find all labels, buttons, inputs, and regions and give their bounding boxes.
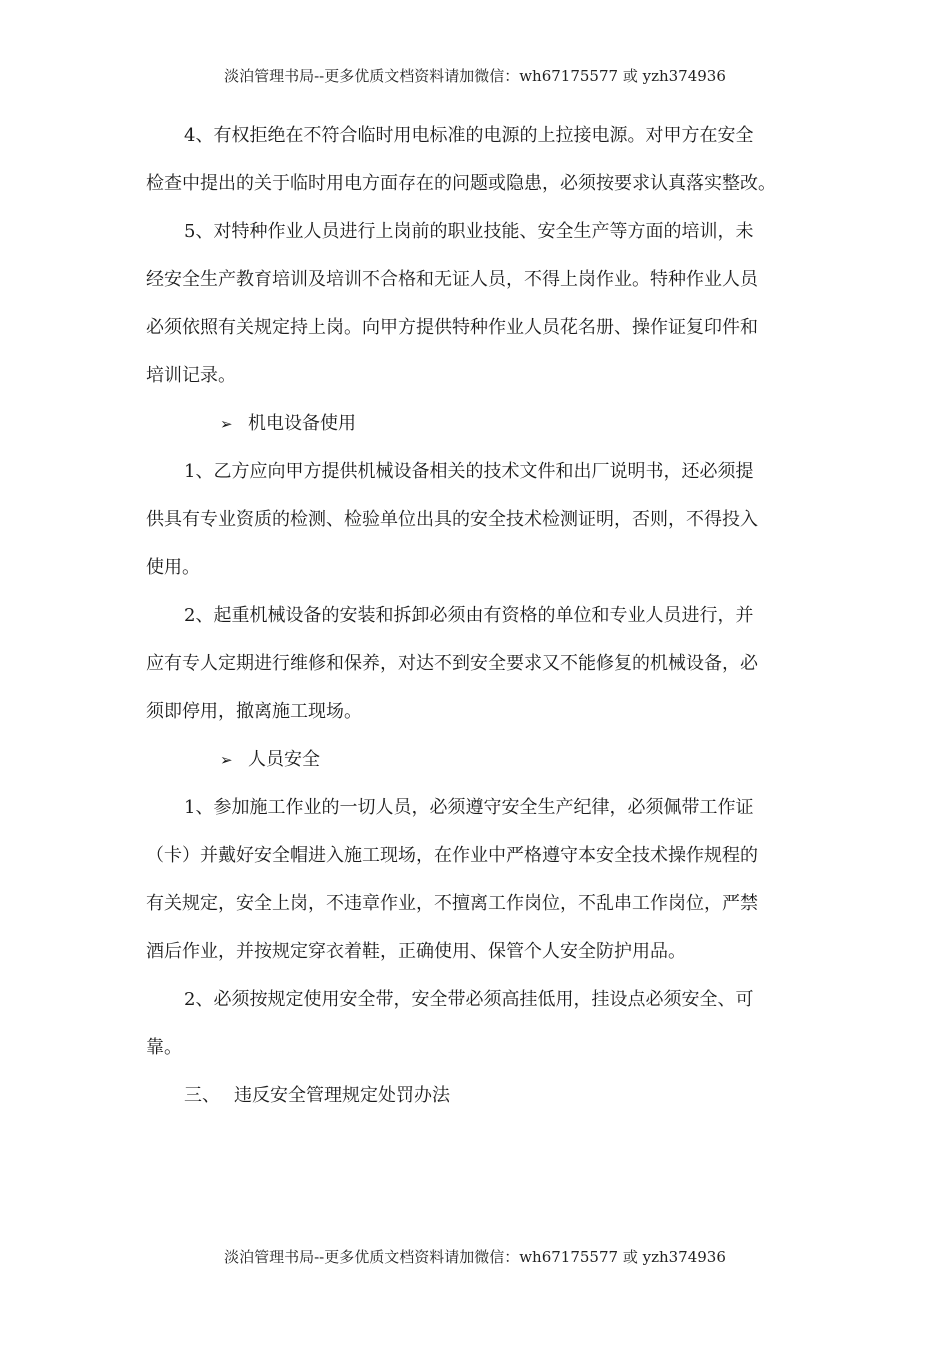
paragraph-line: 2、起重机械设备的安装和拆卸必须由有资格的单位和专业人员进行，并 — [184, 605, 754, 626]
paragraph-line: 1、参加施工作业的一切人员，必须遵守安全生产纪律，必须佩带工作证 — [184, 797, 754, 818]
arrow-bullet-icon: ➢ — [220, 751, 233, 769]
paragraph-line: 有关规定，安全上岗，不违章作业，不擅离工作岗位，不乱串工作岗位，严禁 — [146, 893, 758, 914]
subheading-personnel — [146, 736, 806, 784]
paragraph-line: 须即停用，撤离施工现场。 — [146, 701, 362, 722]
paragraph-line: 必须依照有关规定持上岗。向甲方提供特种作业人员花名册、操作证复印件和 — [146, 317, 758, 338]
paragraph-line: 培训记录。 — [146, 365, 236, 386]
subheading-equipment — [146, 400, 806, 448]
section-title: 违反安全管理规定处罚办法 — [234, 1085, 450, 1106]
subheading-text: 人员安全 — [248, 749, 320, 770]
paragraph-line: 1、乙方应向甲方提供机械设备相关的技术文件和出厂说明书，还必须提 — [184, 461, 754, 482]
subheading-text: 机电设备使用 — [248, 413, 356, 434]
paragraph-line: 应有专人定期进行维修和保养，对达不到安全要求又不能修复的机械设备，必 — [146, 653, 758, 674]
paragraph-line: 5、对特种作业人员进行上岗前的职业技能、安全生产等方面的培训，未 — [184, 221, 754, 242]
paragraph-line: 经安全生产教育培训及培训不合格和无证人员，不得上岗作业。特种作业人员 — [146, 269, 758, 290]
paragraph-line: 酒后作业，并按规定穿衣着鞋，正确使用、保管个人安全防护用品。 — [146, 941, 686, 962]
paragraph-line: 4、有权拒绝在不符合临时用电标准的电源的上拉接电源。对甲方在安全 — [184, 125, 754, 146]
arrow-bullet-icon: ➢ — [220, 415, 233, 433]
paragraph-line: 使用。 — [146, 557, 200, 578]
paragraph-line: （卡）并戴好安全帽进入施工现场，在作业中严格遵守本安全技术操作规程的 — [146, 845, 758, 866]
page-footer: 淡泊管理书局--更多优质文档资料请加微信：wh67175577 或 yzh374936 — [224, 1248, 726, 1266]
page-header: 淡泊管理书局--更多优质文档资料请加微信：wh67175577 或 yzh374936 — [224, 67, 726, 85]
paragraph-line: 检查中提出的关于临时用电方面存在的问题或隐患，必须按要求认真落实整改。 — [146, 173, 776, 194]
document-body — [146, 112, 806, 1120]
section-heading — [146, 1072, 806, 1120]
paragraph-line: 供具有专业资质的检测、检验单位出具的安全技术检测证明，否则，不得投入 — [146, 509, 758, 530]
paragraph-line: 2、必须按规定使用安全带，安全带必须高挂低用，挂设点必须安全、可 — [184, 989, 754, 1010]
paragraph-line: 靠。 — [146, 1037, 182, 1058]
section-number: 三、 — [184, 1085, 220, 1106]
